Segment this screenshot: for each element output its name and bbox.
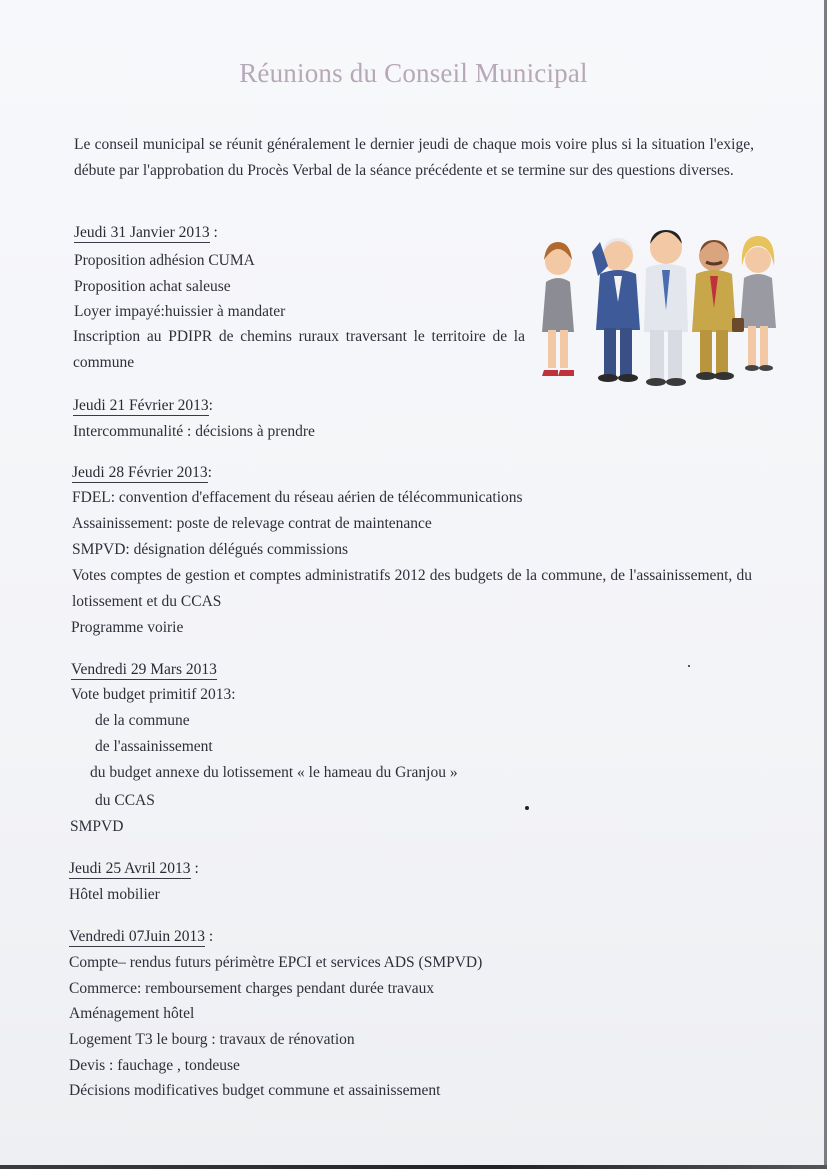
session-heading xyxy=(72,464,212,482)
list-item: SMPVD: désignation délégués commissions xyxy=(72,541,348,558)
scan-speck xyxy=(525,806,529,810)
session-heading xyxy=(74,224,218,242)
list-item: de l'assainissement xyxy=(95,738,213,755)
list-item: du budget annexe du lotissement « le hameau du Granjou » xyxy=(90,764,458,781)
list-item: Votes comptes de gestion et comptes administratifs 2012 des budgets de la commune, de l'assainissement, du lotissement et du CCAS xyxy=(72,567,752,610)
scan-speck xyxy=(688,665,690,667)
session-date: Vendredi 29 Mars 2013 xyxy=(71,661,217,678)
list-item: Intercommunalité : décisions à prendre xyxy=(73,423,315,440)
session-heading xyxy=(69,928,213,946)
scan-edge-bottom xyxy=(0,1165,827,1169)
session-date: Jeudi 25 Avril 2013 xyxy=(69,860,191,877)
session-date: Jeudi 28 Février 2013 xyxy=(72,464,208,481)
list-item: Devis : fauchage , tondeuse xyxy=(69,1057,240,1074)
session-date-suffix: : xyxy=(209,224,218,241)
session-date: Vendredi 07Juin 2013 xyxy=(69,928,206,945)
list-item: Programme voirie xyxy=(71,619,184,636)
session-date: Jeudi 21 Février 2013 xyxy=(73,397,209,414)
list-item: du CCAS xyxy=(95,792,155,809)
list-item: Logement T3 le bourg : travaux de rénovation xyxy=(69,1031,355,1048)
list-item: Hôtel mobilier xyxy=(69,886,160,903)
business-people-group-icon xyxy=(530,222,788,392)
session-date-suffix: : xyxy=(205,928,214,945)
list-item: FDEL: convention d'effacement du réseau aérien de télécommunications xyxy=(72,489,523,506)
session-heading xyxy=(73,397,213,415)
session-date-suffix: : xyxy=(190,860,199,877)
session-date-suffix: : xyxy=(208,397,213,414)
list-item: Décisions modificatives budget commune et assainissement xyxy=(69,1082,441,1099)
list-item: Commerce: remboursement charges pendant durée travaux xyxy=(69,980,435,997)
list-item: Loyer impayé:huissier à mandater xyxy=(74,303,286,320)
session-heading xyxy=(71,661,217,679)
page-title: Réunions du Conseil Municipal xyxy=(239,58,588,88)
intro-paragraph: Le conseil municipal se réunit généralement le dernier jeudi de chaque mois voire plus si la situation l'exige, débute par l'approbation du Procès Verbal de la séance précédente et se termine sur des questions diverses. xyxy=(74,136,754,179)
list-item: de la commune xyxy=(95,712,190,729)
session-heading xyxy=(69,860,199,878)
list-item: Vote budget primitif 2013: xyxy=(71,686,236,703)
list-item: Compte– rendus futurs périmètre EPCI et services ADS (SMPVD) xyxy=(69,954,483,971)
list-item: Aménagement hôtel xyxy=(69,1005,195,1022)
list-item: SMPVD xyxy=(70,818,124,835)
list-item: Inscription au PDIPR de chemins ruraux traversant le territoire de la commune xyxy=(73,328,525,371)
session-date-suffix: : xyxy=(207,464,212,481)
list-item: Proposition adhésion CUMA xyxy=(74,252,255,269)
list-item: Assainissement: poste de relevage contrat de maintenance xyxy=(72,515,432,532)
list-item: Proposition achat saleuse xyxy=(74,278,231,295)
session-date: Jeudi 31 Janvier 2013 xyxy=(74,224,210,241)
